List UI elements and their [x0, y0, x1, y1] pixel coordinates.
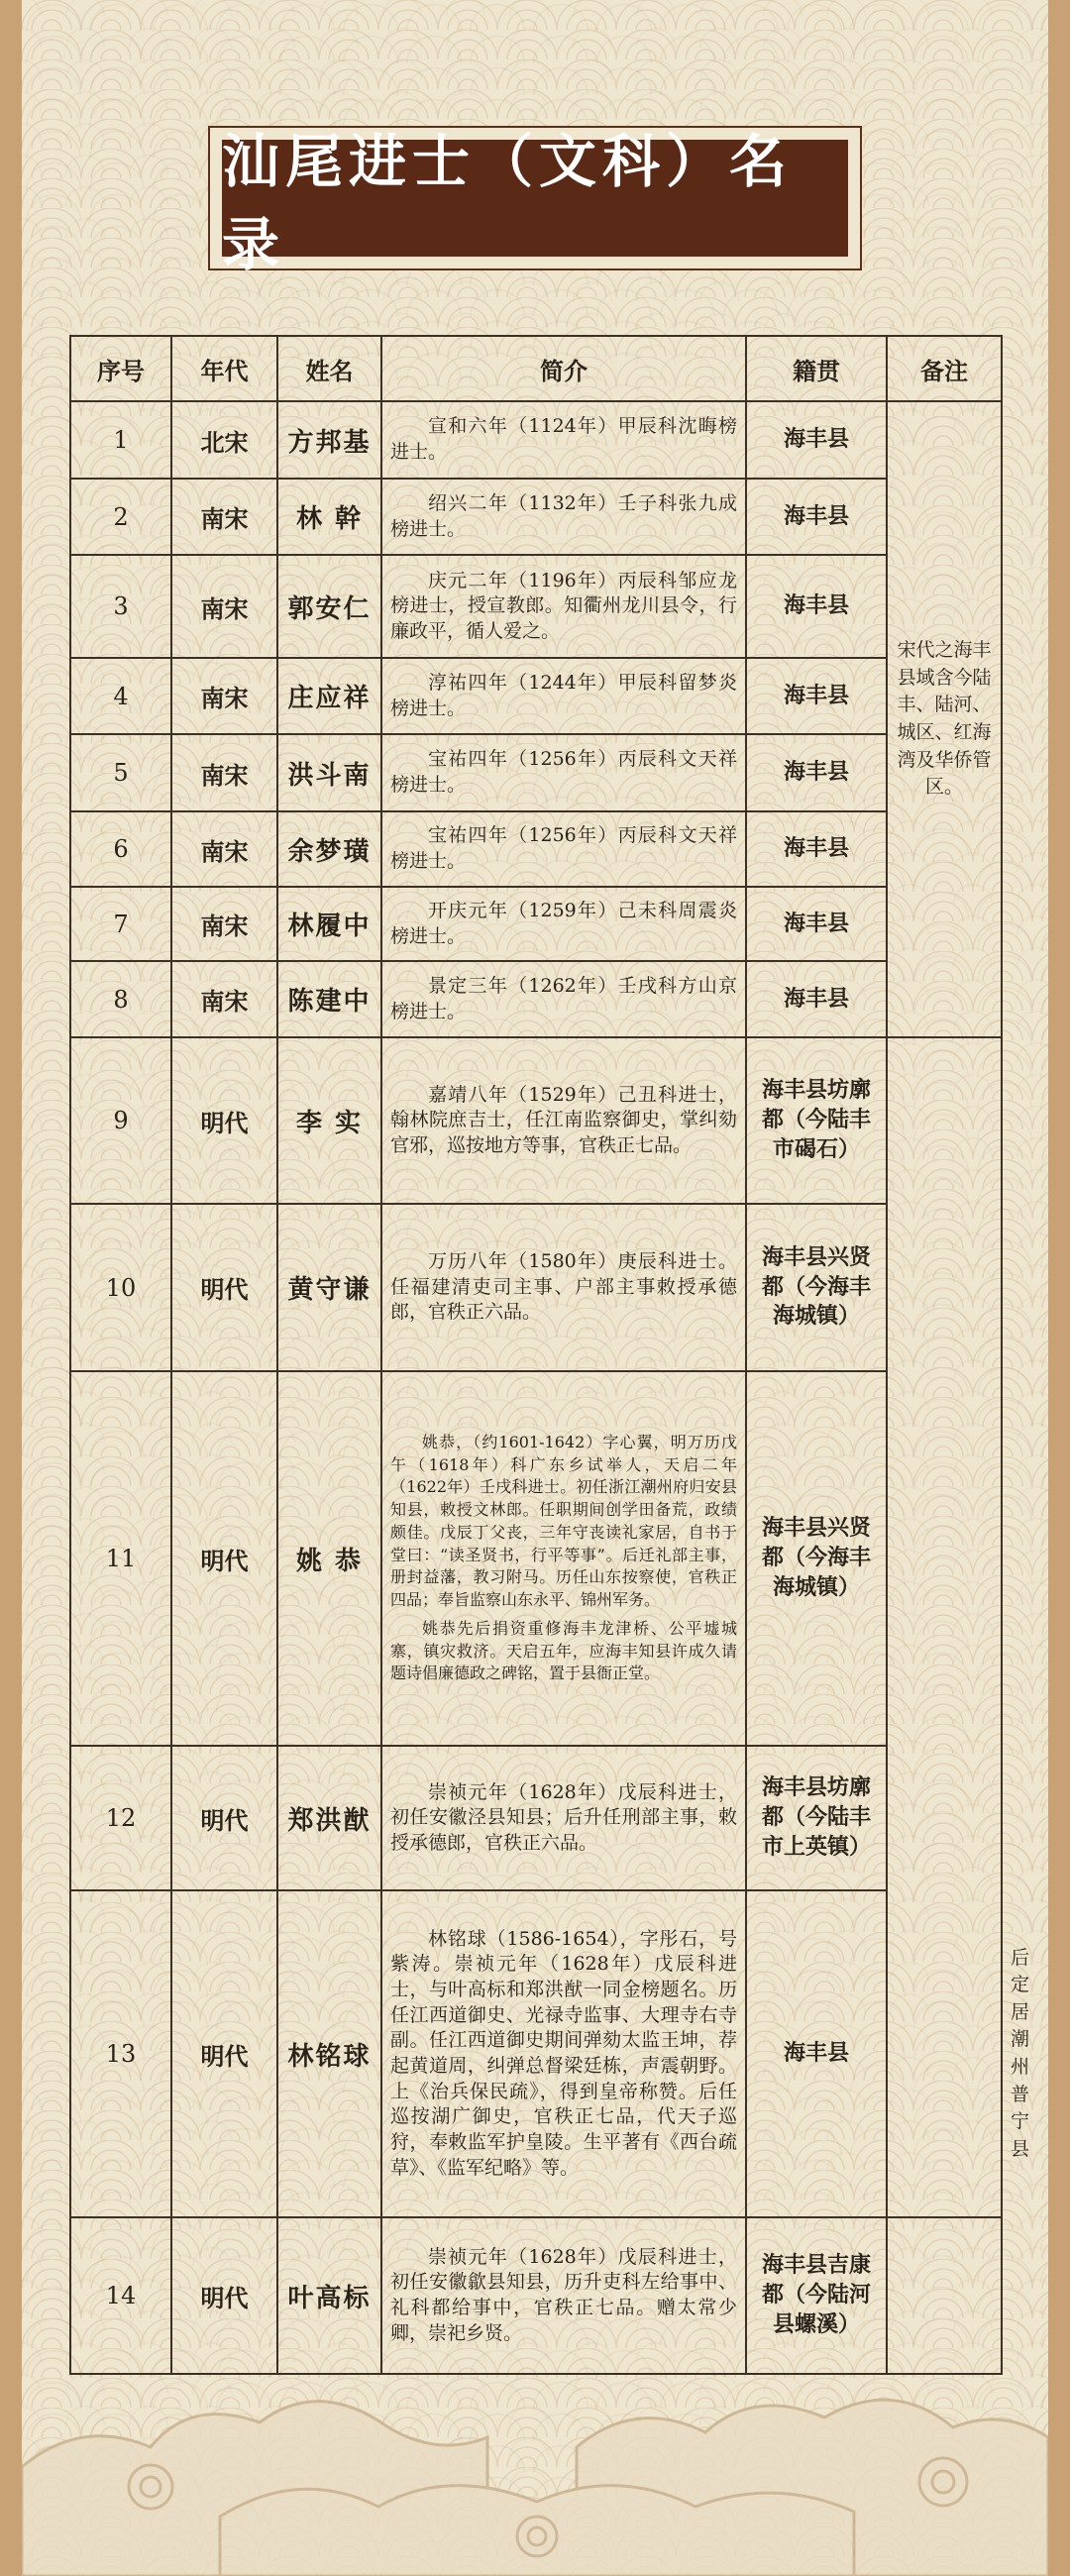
row-era: 明代 — [171, 1371, 277, 1746]
row-bio — [381, 1037, 746, 1204]
row-name: 庄应祥 — [277, 658, 381, 734]
bio-text: 宝祐四年（1256年）丙辰科文天祥榜进士。 — [390, 824, 737, 872]
row-origin: 海丰县吉康都（今陆河县螺溪） — [746, 2217, 887, 2374]
row-origin: 海丰县 — [746, 658, 887, 734]
row-no: 3 — [70, 555, 171, 658]
row-era: 北宋 — [171, 401, 277, 479]
header-bio: 简介 — [381, 336, 746, 401]
row-bio — [381, 479, 746, 555]
row-bio — [381, 658, 746, 734]
bio-text: 姚恭，（约1601-1642）字心翼，明万历戊午（1618年）科广东乡试举人，天启二年（1622年）壬戌科进士。初任浙江潮州府归安县知县，敕授文林郎。任职期间创学田备荒，政绩颇佳。戊辰丁父丧，三年守丧读礼家居，自书于堂曰：“读圣贤书，行平等事”。后迁礼部主事，册封益藩，教习附马。历任山东按察使，官秩正四品；奉旨监察山东永平、锦州军务。 — [390, 1433, 737, 1610]
row-no: 13 — [70, 1890, 171, 2217]
row-no: 1 — [70, 401, 171, 479]
row-bio — [381, 401, 746, 479]
header-origin: 籍贯 — [746, 336, 887, 401]
header-name: 姓名 — [277, 336, 381, 401]
table-row — [70, 2217, 1002, 2374]
row-bio — [381, 811, 746, 887]
header-era: 年代 — [171, 336, 277, 401]
row-origin: 海丰县 — [746, 401, 887, 479]
row-bio — [381, 555, 746, 658]
row-origin: 海丰县兴贤都（今海丰海城镇） — [746, 1204, 887, 1371]
row-no: 2 — [70, 479, 171, 555]
row-origin: 海丰县 — [746, 734, 887, 811]
row-era: 南宋 — [171, 811, 277, 887]
row-era: 明代 — [171, 1890, 277, 2217]
row-origin: 海丰县坊廓都（今陆丰市碣石） — [746, 1037, 887, 1204]
table-row — [70, 1890, 1002, 2217]
row-origin: 海丰县兴贤都（今海丰海城镇） — [746, 1371, 887, 1746]
row-origin: 海丰县 — [746, 961, 887, 1037]
row-era: 南宋 — [171, 961, 277, 1037]
row-name: 林 幹 — [277, 479, 381, 555]
jinshi-table — [69, 335, 1003, 2375]
table-row — [70, 1371, 1002, 1746]
row-name: 叶高标 — [277, 2217, 381, 2374]
bio-text: 崇祯元年（1628年）戊辰科进士，初任安徽泾县知县；后升任刑部主事，敕授承德郎，官秩正六品。 — [390, 1780, 737, 1854]
row-name: 郭安仁 — [277, 555, 381, 658]
bio-text: 万历八年（1580年）庚辰科进士。任福建清吏司主事、户部主事敕授承德郎，官秩正六品。 — [390, 1250, 737, 1324]
table-header-row — [70, 336, 1002, 401]
bio-text: 淳祐四年（1244年）甲辰科留梦炎榜进士。 — [390, 671, 737, 719]
row-era: 南宋 — [171, 479, 277, 555]
row-bio — [381, 1204, 746, 1371]
row-origin: 海丰县 — [746, 555, 887, 658]
row-bio — [381, 2217, 746, 2374]
row-no: 9 — [70, 1037, 171, 1204]
bio-text: 林铭球（1586-1654），字彤石，号紫涛。崇祯元年（1628年）戊辰科进士，与叶高标和郑洪猷一同金榜题名。历任江西道御史、光禄寺监事、大理寺右寺副。任江西道御史期间弹劾太监王坤，荐起黄道周，纠弹总督梁廷栋，声震朝野。上《治兵保民疏》，得到皇帝称赞。后任巡按湖广御史，官秩正七品，代天子巡狩，奉敕监军护皇陵。生平著有《西台疏草》、《监军纪略》等。 — [390, 1927, 737, 2179]
row-name: 李 实 — [277, 1037, 381, 1204]
page-title: 汕尾进士（文科）名录 — [222, 140, 848, 257]
row-no: 12 — [70, 1746, 171, 1890]
table-row — [70, 811, 1002, 887]
row-no: 14 — [70, 2217, 171, 2374]
row-name: 方邦基 — [277, 401, 381, 479]
notes-empty — [887, 1037, 1002, 2217]
song-note: 宋代之海丰县域含今陆丰、陆河、城区、红海湾及华侨管区。 — [887, 401, 1002, 1037]
bio-text: 绍兴二年（1132年）壬子科张九成榜进士。 — [390, 491, 737, 540]
table-row — [70, 401, 1002, 479]
row-era: 南宋 — [171, 658, 277, 734]
row-name: 洪斗南 — [277, 734, 381, 811]
row-era: 明代 — [171, 1204, 277, 1371]
bio-text: 嘉靖八年（1529年）己丑科进士，翰林院庶吉士，任江南监察御史，掌纠劾官邪，巡按地方等事，官秩正七品。 — [390, 1083, 737, 1156]
row-name: 林履中 — [277, 887, 381, 961]
row-bio — [381, 734, 746, 811]
row-name: 余梦璜 — [277, 811, 381, 887]
bio-text: 开庆元年（1259年）己未科周震炎榜进士。 — [390, 899, 737, 947]
bio-text: 崇祯元年（1628年）戊辰科进士，初任安徽歙县知县，历升吏科左给事中、礼科都给事中，官秩正七品。赠太常少卿，崇祀乡贤。 — [390, 2245, 737, 2344]
table-row — [70, 887, 1002, 961]
row-origin: 海丰县 — [746, 887, 887, 961]
row-name: 黄守谦 — [277, 1204, 381, 1371]
header-notes: 备注 — [887, 336, 1002, 401]
row-era: 明代 — [171, 1746, 277, 1890]
row-bio — [381, 1371, 746, 1746]
row-no: 6 — [70, 811, 171, 887]
bio-text: 宣和六年（1124年）甲辰科沈晦榜进士。 — [390, 415, 737, 463]
bio-text-2: 姚恭先后捐资重修海丰龙津桥、公平墟城寨，镇灾救济。天启五年，应海丰知县许成久请题诗倡廉德政之碑铭，置于县衙正堂。 — [390, 1618, 737, 1683]
table-row — [70, 658, 1002, 734]
row-name: 陈建中 — [277, 961, 381, 1037]
table-row — [70, 479, 1002, 555]
row-no: 11 — [70, 1371, 171, 1746]
row-no: 5 — [70, 734, 171, 811]
row-name: 林铭球 — [277, 1890, 381, 2217]
row-no: 8 — [70, 961, 171, 1037]
row-era: 南宋 — [171, 887, 277, 961]
bio-text: 庆元二年（1196年）丙辰科邹应龙榜进士，授宣教郎。知衢州龙川县令，行廉政平，循人爱之。 — [390, 569, 737, 642]
row-origin: 海丰县 — [746, 811, 887, 887]
row-origin: 海丰县 — [746, 479, 887, 555]
table-row — [70, 555, 1002, 658]
header-no: 序号 — [70, 336, 171, 401]
row-bio — [381, 1890, 746, 2217]
table-row — [70, 1204, 1002, 1371]
row-origin: 海丰县坊廓都（今陆丰市上英镇） — [746, 1746, 887, 1890]
table-row — [70, 961, 1002, 1037]
row-no: 7 — [70, 887, 171, 961]
row-name: 姚 恭 — [277, 1371, 381, 1746]
title-frame — [208, 126, 862, 278]
row-bio — [381, 961, 746, 1037]
bio-text: 宝祐四年（1256年）丙辰科文天祥榜进士。 — [390, 748, 737, 796]
table-row — [70, 1037, 1002, 1204]
bio-text: 景定三年（1262年）壬戌科方山京榜进士。 — [390, 974, 737, 1022]
row-bio — [381, 1746, 746, 1890]
table-row — [70, 734, 1002, 811]
row-no: 10 — [70, 1204, 171, 1371]
row-era: 明代 — [171, 1037, 277, 1204]
row-era: 南宋 — [171, 555, 277, 658]
notes-empty-last — [887, 2217, 1002, 2374]
row-era: 南宋 — [171, 734, 277, 811]
table-row — [70, 1746, 1002, 1890]
row-bio — [381, 887, 746, 961]
row-era: 明代 — [171, 2217, 277, 2374]
row-origin: 海丰县 — [746, 1890, 887, 2217]
row-no: 4 — [70, 658, 171, 734]
row-name: 郑洪猷 — [277, 1746, 381, 1890]
